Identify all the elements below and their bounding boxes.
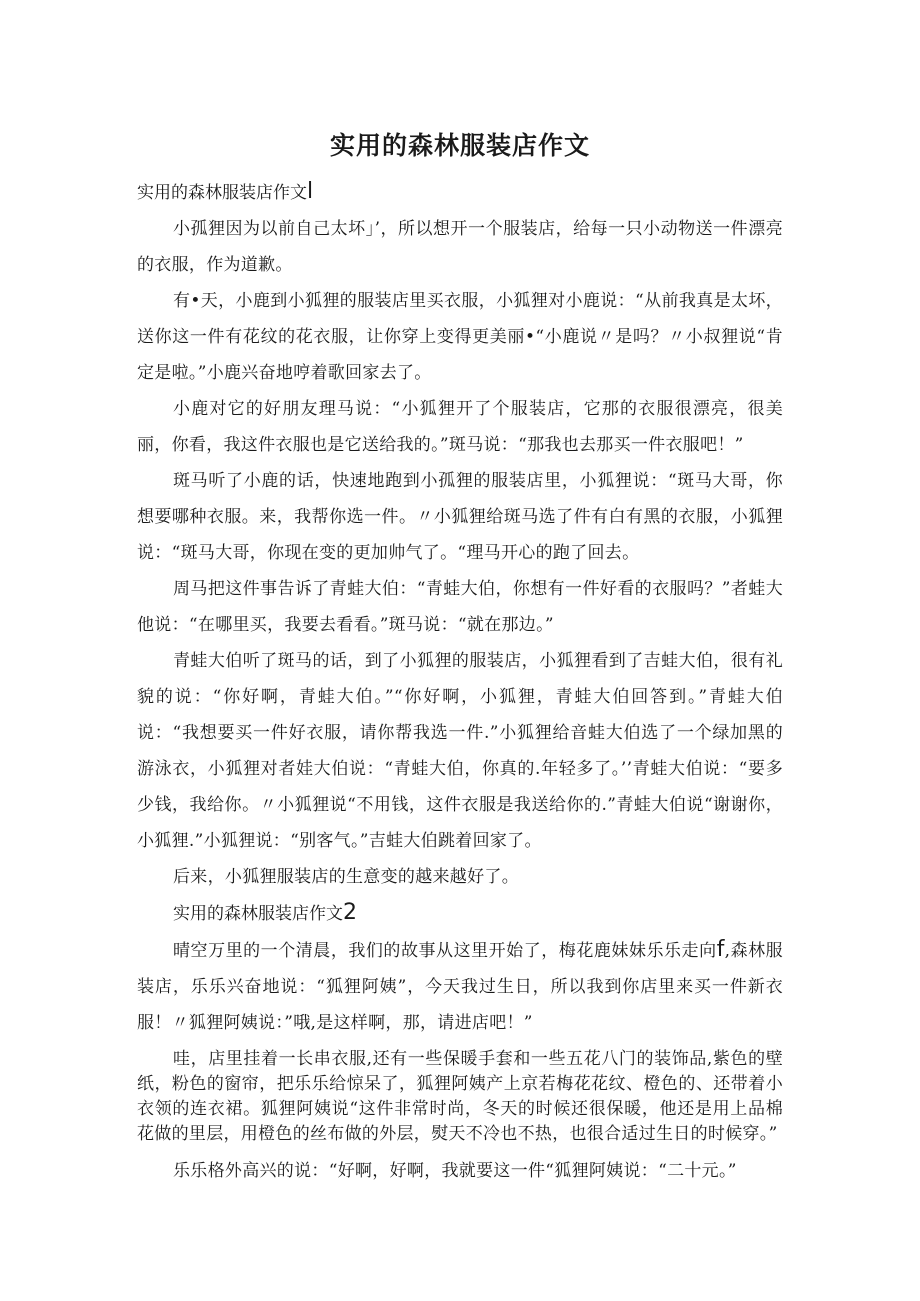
- essay-1-heading-mark: l: [307, 179, 314, 204]
- essay-2-heading-mark: 2: [343, 900, 357, 925]
- essay-2-paragraph-start: 晴空万里的一个清晨，我们的故事从这里开始了，梅花鹿妹妹乐乐走向: [173, 941, 717, 961]
- essay-2-heading: [137, 895, 783, 932]
- essay-2-paragraph-end: ,森林服装店，乐乐兴奋地说：“狐狸阿姨”，今天我过生日，所以我到你店里来买一件新衣服！〃狐狸阿姨说：”哦,是这样啊，那，请进店吧！”: [137, 941, 783, 1033]
- essay-1-paragraph: 有•天，小鹿到小狐狸的服装店里买衣服，小狐狸对小鹿说：“从前我真是太坏，送你这一件有花纹的花衣服，让你穿上变得更美丽•“小鹿说〃是吗？〃小叔狸说“肯定是啦。”小鹿兴奋地哼着歌回家去了。: [137, 291, 783, 383]
- essay-2-paragraph: [137, 932, 783, 1041]
- essay-1-paragraph: 小鹿对它的好朋友理马说：“小狐狸开了个服装店，它那的衣服很漂亮，很美丽，你看，我这件衣服也是它送给我的。”斑马说：“那我也去那买一件衣服吧！”: [137, 399, 783, 455]
- document-body: [137, 174, 783, 1189]
- essay-1-paragraph: 青蛙大伯听了斑马的话，到了小狐狸的服装店，小狐狸看到了吉蛙大伯，很有礼貌的说：“你好啊，青蛙大伯。”“你好啊，小狐狸，青蛙大伯回答到。”青蛙大伯说：“我想要买一件好衣服，请你帮我选一件.”小狐狸给音蛙大伯选了一个绿加黑的游泳衣，小狐狸对者娃大伯说：“青蛙大伯，你真的.年轻多了。’’青蛙大伯说：“要多少钱，我给你。〃小狐狸说“不用钱，这件衣服是我送给你的.”青蛙大伯说“谢谢你，小狐狸.”小狐狸说：“别客气。”吉蛙大伯跳着回家了。: [137, 651, 783, 851]
- essay-1-heading: [137, 174, 783, 211]
- essay-2-paragraph: 乐乐格外高兴的说：“好啊，好啊，我就要这一件“狐狸阿姨说：“二十元。”: [173, 1161, 737, 1181]
- essay-1-paragraph: 周马把这件事告诉了青蛙大伯：“青蛙大伯，你想有一件好看的衣服吗？”者蛙大他说：“在哪里买，我要去看看。”斑马说：“就在那边。”: [137, 579, 783, 635]
- essay-1-paragraph: 小孤狸因为以前自己太坏」’，所以想开一个服装店，给每一只小动物送一件漂亮的衣服，作为道歉。: [137, 219, 783, 275]
- essay-2-paragraph-mark: f: [716, 937, 725, 962]
- document-title: 实用的森林服装店作文: [329, 131, 590, 160]
- essay-1-paragraph: 后来，小狐狸服装店的生意变的越来越好了。: [173, 867, 519, 887]
- essay-2-paragraph: 哇，店里挂着一长串衣服,还有一些保暖手套和一些五花八门的装饰品,紫色的壁纸，粉色的窗帘，把乐乐给惊呆了，狐狸阿姨产上京若梅花花纹、橙色的、还带着小衣领的连衣裙。狐狸阿姨说“这件非常时尚，冬天的时候还很保暖，他还是用上品棉花做的里层，用橙色的丝布做的外层，熨天不冷也不热，也很合适过生日的时候穿。”: [137, 1049, 783, 1144]
- essay-1-paragraph: 斑马听了小鹿的话，快速地跑到小孤狸的服装店里，小狐狸说：“斑马大哥，你想要哪种衣服。来，我帮你选一件。〃小狐狸给斑马选了件有白有黑的衣服，小狐狸说：“斑马大哥，你现在变的更加帅气了。“理马开心的跑了回去。: [137, 471, 783, 563]
- essay-2-heading-text: 实用的森林服装店作文: [173, 904, 343, 924]
- essay-1-heading-text: 实用的森林服装店作文: [137, 183, 307, 203]
